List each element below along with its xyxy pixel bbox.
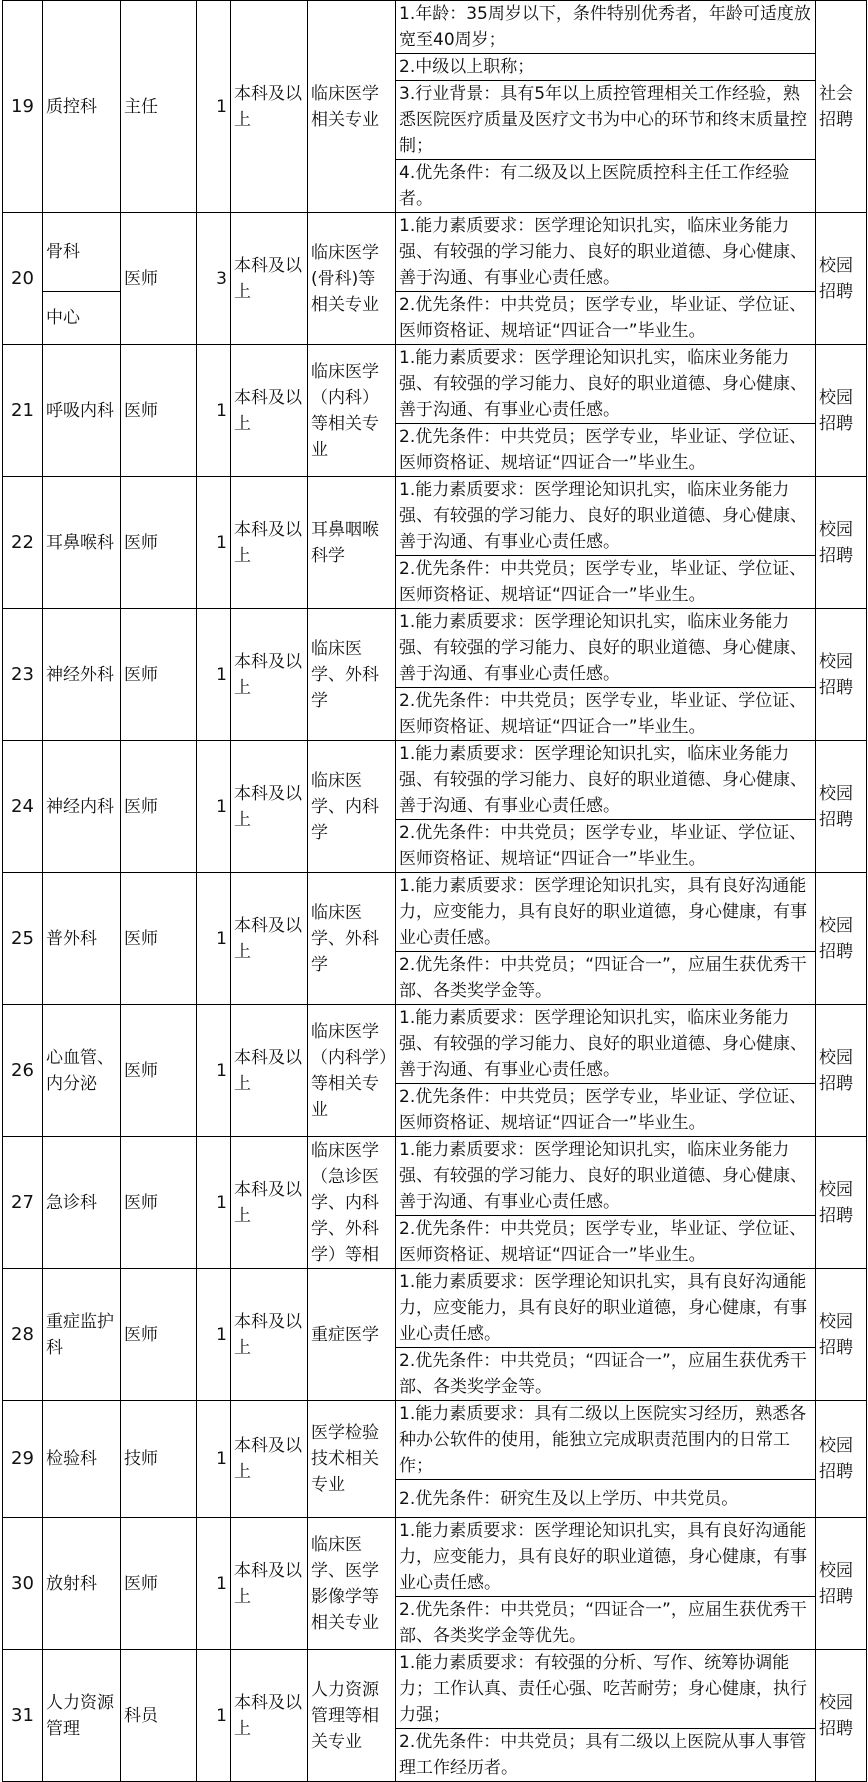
requirement-cell <box>396 1269 816 1348</box>
recruit-method-cell: 校园招聘 <box>816 1401 867 1518</box>
recruit-method-cell: 校园招聘 <box>816 1137 867 1269</box>
table-row <box>3 213 867 292</box>
position-cell: 医师 <box>121 1269 197 1401</box>
requirement-text: 1.能力素质要求：医学理论知识扎实，具有良好沟通能力，应变能力，具有良好的职业道德，身心健康，有事业心责任感。 <box>399 1272 807 1344</box>
department-cell: 中心 <box>43 292 121 345</box>
education-cell: 本科及以上 <box>231 1137 308 1269</box>
education-cell: 本科及以上 <box>231 1518 308 1650</box>
requirement-text: 1.能力素质要求：医学理论知识扎实，临床业务能力强、有较强的学习能力、良好的职业道德、身心健康、善于沟通、有事业心责任感。 <box>399 216 807 288</box>
headcount-cell: 1 <box>197 1137 231 1269</box>
department-cell: 重症监护科 <box>43 1269 121 1401</box>
requirement-text: 2.优先条件：中共党员；医学专业，毕业证、学位证、医师资格证、规培证“四证合一”毕业生。 <box>399 1219 807 1265</box>
requirement-text: 2.优先条件：中共党员；医学专业，毕业证、学位证、医师资格证、规培证“四证合一”毕业生。 <box>399 823 807 869</box>
department-cell: 普外科 <box>43 873 121 1005</box>
table-row <box>3 1005 867 1084</box>
headcount-cell: 1 <box>197 1 231 213</box>
education-cell: 本科及以上 <box>231 1650 308 1782</box>
requirement-text: 2.中级以上职称； <box>399 57 535 77</box>
headcount-cell: 1 <box>197 1269 231 1401</box>
position-cell: 医师 <box>121 477 197 609</box>
department-cell: 呼吸内科 <box>43 345 121 477</box>
requirement-text: 4.优先条件：有二级及以上医院质控科主任工作经验者。 <box>399 163 790 209</box>
requirement-text: 2.优先条件：中共党员；医学专业，毕业证、学位证、医师资格证、规培证“四证合一”毕业生。 <box>399 295 807 341</box>
requirement-cell <box>396 952 816 1005</box>
row-number: 24 <box>3 741 43 873</box>
requirement-cell <box>396 609 816 688</box>
requirement-text: 2.优先条件：研究生及以上学历、中共党员。 <box>399 1488 739 1509</box>
recruit-method-cell: 校园招聘 <box>816 213 867 345</box>
requirement-text: 1.能力素质要求：医学理论知识扎实，临床业务能力强、有较强的学习能力、良好的职业道德、身心健康、善于沟通、有事业心责任感。 <box>399 612 807 684</box>
requirement-cell <box>396 424 816 477</box>
major-cell: 医学检验技术相关专业 <box>308 1401 396 1518</box>
table-row <box>3 609 867 688</box>
requirement-text: 2.优先条件：中共党员；“四证合一”，应届生获优秀干部、各类奖学金等。 <box>399 1351 807 1397</box>
position-cell: 医师 <box>121 1005 197 1137</box>
major-cell: 临床医学、外科学 <box>308 609 396 741</box>
row-number: 25 <box>3 873 43 1005</box>
position-cell: 医师 <box>121 213 197 345</box>
row-number: 26 <box>3 1005 43 1137</box>
row-number: 23 <box>3 609 43 741</box>
education-cell: 本科及以上 <box>231 477 308 609</box>
major-cell: 临床医学、外科学 <box>308 873 396 1005</box>
requirement-text: 2.优先条件：中共党员；医学专业，毕业证、学位证、医师资格证、规培证“四证合一”毕业生。 <box>399 691 807 737</box>
education-cell: 本科及以上 <box>231 1 308 213</box>
table-row <box>3 1401 867 1480</box>
recruit-method-cell: 社会招聘 <box>816 1 867 213</box>
requirement-text: 2.优先条件：中共党员；医学专业，毕业证、学位证、医师资格证、规培证“四证合一”毕业生。 <box>399 427 807 473</box>
requirement-cell <box>396 345 816 424</box>
requirement-cell <box>396 54 816 81</box>
table-body <box>3 1 867 1782</box>
headcount-cell: 3 <box>197 213 231 345</box>
requirement-text: 1.能力素质要求：医学理论知识扎实，临床业务能力强、有较强的学习能力、良好的职业道德、身心健康、善于沟通、有事业心责任感。 <box>399 1140 807 1212</box>
table-row <box>3 1518 867 1597</box>
education-cell: 本科及以上 <box>231 873 308 1005</box>
education-cell: 本科及以上 <box>231 741 308 873</box>
department-cell: 检验科 <box>43 1401 121 1518</box>
education-cell: 本科及以上 <box>231 345 308 477</box>
department-cell: 人力资源管理 <box>43 1650 121 1782</box>
department-cell: 心血管、内分泌 <box>43 1005 121 1137</box>
position-cell: 医师 <box>121 873 197 1005</box>
headcount-cell: 1 <box>197 873 231 1005</box>
requirement-cell <box>396 1518 816 1597</box>
requirement-cell <box>396 873 816 952</box>
recruit-method-cell: 校园招聘 <box>816 873 867 1005</box>
recruit-method-cell: 校园招聘 <box>816 477 867 609</box>
department-cell: 骨科 <box>43 213 121 292</box>
major-cell: 耳鼻咽喉科学 <box>308 477 396 609</box>
major-cell: 临床医学（内科学）等相关专业 <box>308 1005 396 1137</box>
requirement-cell <box>396 556 816 609</box>
requirement-text: 1.能力素质要求：有较强的分析、写作、统筹协调能力；工作认真、责任心强、吃苦耐劳；身心健康，执行力强； <box>399 1653 807 1725</box>
row-number: 19 <box>3 1 43 213</box>
requirement-text: 1.能力素质要求：医学理论知识扎实，临床业务能力强、有较强的学习能力、良好的职业道德、身心健康、善于沟通、有事业心责任感。 <box>399 480 807 552</box>
table-row <box>3 873 867 952</box>
row-number: 30 <box>3 1518 43 1650</box>
major-cell: 人力资源管理等相关专业 <box>308 1650 396 1782</box>
table-row <box>3 741 867 820</box>
recruit-method-cell: 校园招聘 <box>816 1269 867 1401</box>
headcount-cell: 1 <box>197 1518 231 1650</box>
requirement-cell <box>396 688 816 741</box>
major-cell: 临床医学（内科）等相关专业 <box>308 345 396 477</box>
requirement-text: 2.优先条件：中共党员；“四证合一”，应届生获优秀干部、各类奖学金等。 <box>399 955 807 1001</box>
requirement-text: 2.优先条件：中共党员；“四证合一”，应届生获优秀干部、各类奖学金等优先。 <box>399 1600 807 1646</box>
row-number: 29 <box>3 1401 43 1518</box>
headcount-cell: 1 <box>197 1650 231 1782</box>
requirement-text: 2.优先条件：中共党员；医学专业，毕业证、学位证、医师资格证、规培证“四证合一”毕业生。 <box>399 559 807 605</box>
requirement-text: 1.能力素质要求：医学理论知识扎实，具有良好沟通能力，应变能力，具有良好的职业道德，身心健康，有事业心责任感。 <box>399 1521 807 1593</box>
headcount-cell: 1 <box>197 741 231 873</box>
requirement-text: 1.能力素质要求：医学理论知识扎实，临床业务能力强、有较强的学习能力、良好的职业道德、身心健康、善于沟通、有事业心责任感。 <box>399 348 807 420</box>
recruit-method-cell: 校园招聘 <box>816 1518 867 1650</box>
position-cell: 医师 <box>121 609 197 741</box>
department-cell: 急诊科 <box>43 1137 121 1269</box>
major-cell: 临床医学、内科学 <box>308 741 396 873</box>
requirement-cell <box>396 81 816 160</box>
row-number: 27 <box>3 1137 43 1269</box>
department-cell: 神经外科 <box>43 609 121 741</box>
requirement-text: 3.行业背景：具有5年以上质控管理相关工作经验，熟悉医院医疗质量及医疗文书为中心的环节和终末质量控制； <box>399 84 807 156</box>
department-cell: 神经内科 <box>43 741 121 873</box>
requirement-cell <box>396 1401 816 1480</box>
requirement-text: 1.能力素质要求：医学理论知识扎实，临床业务能力强、有较强的学习能力、良好的职业道德、身心健康、善于沟通、有事业心责任感。 <box>399 744 807 816</box>
education-cell: 本科及以上 <box>231 1401 308 1518</box>
headcount-cell: 1 <box>197 1005 231 1137</box>
position-cell: 科员 <box>121 1650 197 1782</box>
position-cell: 技师 <box>121 1401 197 1518</box>
requirement-text: 2.优先条件：中共党员；具有二级以上医院从事人事管理工作经历者。 <box>399 1732 807 1778</box>
position-cell: 医师 <box>121 1518 197 1650</box>
requirement-cell <box>396 292 816 345</box>
education-cell: 本科及以上 <box>231 1005 308 1137</box>
requirement-cell <box>396 477 816 556</box>
requirement-cell <box>396 213 816 292</box>
requirement-cell <box>396 1084 816 1137</box>
row-number: 21 <box>3 345 43 477</box>
department-cell: 质控科 <box>43 1 121 213</box>
requirement-text: 1.能力素质要求：医学理论知识扎实，具有良好沟通能力，应变能力，具有良好的职业道德，身心健康，有事业心责任感。 <box>399 876 807 948</box>
table-row <box>3 477 867 556</box>
requirement-cell <box>396 1480 816 1518</box>
requirement-text: 1.能力素质要求：医学理论知识扎实，临床业务能力强、有较强的学习能力、良好的职业道德、身心健康、善于沟通、有事业心责任感。 <box>399 1008 807 1080</box>
requirement-cell <box>396 1348 816 1401</box>
headcount-cell: 1 <box>197 609 231 741</box>
recruit-method-cell: 校园招聘 <box>816 609 867 741</box>
headcount-cell: 1 <box>197 477 231 609</box>
requirement-cell <box>396 1650 816 1729</box>
requirement-cell <box>396 1005 816 1084</box>
education-cell: 本科及以上 <box>231 213 308 345</box>
major-cell: 临床医学（急诊医学、内科学、外科学）等相 <box>308 1137 396 1269</box>
row-number: 22 <box>3 477 43 609</box>
requirement-cell <box>396 1137 816 1216</box>
row-number: 28 <box>3 1269 43 1401</box>
headcount-cell: 1 <box>197 345 231 477</box>
education-cell: 本科及以上 <box>231 609 308 741</box>
position-cell: 医师 <box>121 345 197 477</box>
table-row <box>3 345 867 424</box>
requirement-text: 1.年龄：35周岁以下，条件特别优秀者，年龄可适度放宽至40周岁； <box>399 4 811 50</box>
table-row <box>3 1650 867 1729</box>
requirement-cell <box>396 820 816 873</box>
requirement-cell <box>396 1216 816 1269</box>
major-cell: 临床医学相关专业 <box>308 1 396 213</box>
table-row <box>3 1269 867 1348</box>
requirement-text: 2.优先条件：中共党员；医学专业，毕业证、学位证、医师资格证、规培证“四证合一”毕业生。 <box>399 1087 807 1133</box>
position-cell: 医师 <box>121 741 197 873</box>
major-cell: 重症医学 <box>308 1269 396 1401</box>
recruitment-sheet <box>2 0 866 1782</box>
requirement-cell <box>396 1597 816 1650</box>
recruitment-table <box>2 0 867 1782</box>
headcount-cell: 1 <box>197 1401 231 1518</box>
requirement-cell <box>396 1 816 54</box>
recruit-method-cell: 校园招聘 <box>816 741 867 873</box>
position-cell: 主任 <box>121 1 197 213</box>
major-cell: 临床医学、医学影像学等相关专业 <box>308 1518 396 1650</box>
department-cell: 耳鼻喉科 <box>43 477 121 609</box>
major-cell: 临床医学(骨科)等相关专业 <box>308 213 396 345</box>
requirement-cell <box>396 741 816 820</box>
recruit-method-cell: 校园招聘 <box>816 1650 867 1782</box>
recruit-method-cell: 校园招聘 <box>816 1005 867 1137</box>
recruit-method-cell: 校园招聘 <box>816 345 867 477</box>
row-number: 31 <box>3 1650 43 1782</box>
education-cell: 本科及以上 <box>231 1269 308 1401</box>
row-number: 20 <box>3 213 43 345</box>
requirement-cell <box>396 1729 816 1782</box>
department-cell: 放射科 <box>43 1518 121 1650</box>
requirement-text: 1.能力素质要求：具有二级以上医院实习经历，熟悉各种办公软件的使用，能独立完成职责范围内的日常工作； <box>399 1404 807 1476</box>
position-cell: 医师 <box>121 1137 197 1269</box>
requirement-cell <box>396 160 816 213</box>
table-row <box>3 1 867 54</box>
table-row <box>3 1137 867 1216</box>
